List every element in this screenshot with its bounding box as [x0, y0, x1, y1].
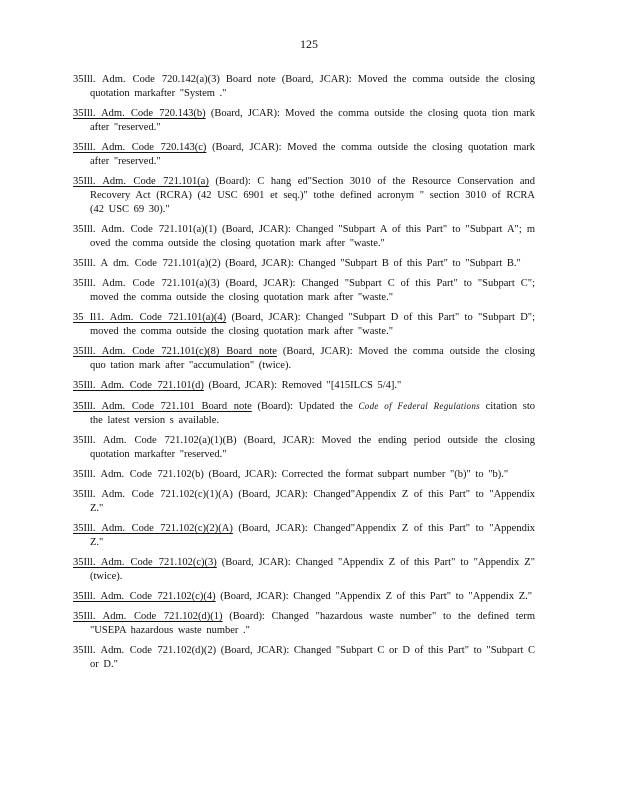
- entry-text: (Board, JCAR): Changed "Subpart D of this Part" to "Subpart D"; moved the comma outside the closing quotation mark after "waste.": [90, 312, 535, 337]
- entry-citation: 35Ill. Adm. Code 721.101 Board note: [73, 401, 252, 412]
- entry-citation: 35Ill. Adm. Code 721.102(d)(1): [73, 611, 223, 622]
- italic-title: Code of Federal Regulations: [358, 401, 480, 411]
- list-item: [73, 399, 535, 428]
- list-item: [73, 107, 535, 135]
- entry-citation: 35Ill. Adm. Code 721.102(c)(1)(A): [73, 489, 233, 500]
- entry-text: (Board, JCAR): Changed "Appendix Z of this Part" to "Appendix Z" (twice).: [90, 557, 536, 582]
- entry-text: (Board, JCAR): Changed "Appendix Z of this Part" to "Appendix Z.": [220, 591, 533, 602]
- entry-text: (Board): C hang ed"Section 3010 of the Resource Conservation and Recovery Act (RCRA) (42 USC 6901 et seq.)" tothe defined acronym " section 3010 of RCRA (42 USC 69 30).": [90, 176, 535, 215]
- list-item: [73, 277, 535, 305]
- page-number: 125: [300, 37, 318, 51]
- list-item: [73, 311, 535, 339]
- entry-citation: 35Ill. Adm. Code 721.101(a)(3): [73, 278, 220, 289]
- entry-text: (Board, JCAR): Moved the ending period outside the closing quotation markafter "reserved.": [90, 435, 536, 460]
- entry-text: (Board, JCAR): Changed "Subpart A of this Part" to "Subpart A"; m oved the comma outside the closing quotation mark after "waste.": [90, 224, 536, 249]
- list-item: [73, 223, 535, 251]
- entry-citation: 35Ill. Adm. Code 720.142(a)(3): [73, 74, 220, 85]
- entry-text: (Board, JCAR): Corrected the format subpart number "(b)" to "b).": [208, 469, 509, 480]
- list-item: [73, 522, 535, 550]
- entry-citation: 35Ill. Adm. Code 721.102(c)(2)(A): [73, 523, 233, 534]
- entry-citation: 35Ill. Adm. Code 721.101(c)(8) Board note: [73, 346, 277, 357]
- entry-text: (Board, JCAR): Changed "Subpart B of this Part" to "Subpart B.": [225, 258, 521, 269]
- entry-text: (Board): Updated the: [257, 401, 353, 412]
- list-item: [73, 556, 535, 584]
- entry-text: (Board): Changed "hazardous waste number" to the defined term "USEPA hazardous waste number .": [90, 611, 536, 636]
- entry-text: (Board, JCAR): Changed"Appendix Z of this Part" to "Appendix Z.": [90, 489, 536, 514]
- list-item: [73, 644, 535, 672]
- entry-citation: 35Ill. Adm. Code 721.102(b): [73, 469, 204, 480]
- entry-citation: 35 Il1. Adm. Code 721.101(a)(4): [73, 312, 227, 323]
- entry-text: (Board, JCAR): Moved the comma outside the closing quo tation mark after "accumulation" (twice).: [90, 346, 535, 371]
- entry-citation: 35Ill. Adm. Code 720.143(b): [73, 108, 206, 119]
- entry-text: (Board, JCAR): Changed "Subpart C or D of this Part" to "Subpart C or D.": [90, 645, 535, 670]
- list-item: [73, 345, 535, 373]
- entry-citation: 35Ill. Adm. Code 721.101(d): [73, 380, 204, 391]
- entry-text: (Board, JCAR): Moved the comma outside the closing quotation mark after "reserved.": [90, 142, 536, 167]
- list-item: [73, 379, 535, 393]
- entry-citation: 35Ill. Adm. Code 720.143(c): [73, 142, 207, 153]
- entry-citation: 35Ill. Adm. Code 721.102(c)(4): [73, 591, 216, 602]
- list-item: [73, 141, 535, 169]
- list-item: [73, 610, 535, 638]
- list-item: [73, 73, 535, 101]
- entry-citation: 35Ill. Adm. Code 721.102(c)(3): [73, 557, 217, 568]
- entry-text: (Board, JCAR): Moved the comma outside the closing quota tion mark after "reserved.": [90, 108, 536, 133]
- list-item: [73, 590, 535, 604]
- entry-text: (Board, JCAR): Changed"Appendix Z of this Part" to "Appendix Z.": [90, 523, 536, 548]
- entry-text-continued: citation sto the latest version s available.: [90, 401, 536, 426]
- entry-citation: 35Ill. Adm. Code 721.102(a)(1)(B): [73, 435, 237, 446]
- entry-citation: 35Ill. Adm. Code 721.101(a): [73, 176, 209, 187]
- entries-list: [73, 73, 535, 678]
- entry-text: Board note (Board, JCAR): Moved the comma outside the closing quotation markafter "System .": [90, 74, 535, 99]
- entry-text: (Board, JCAR): Removed "[415ILCS 5/4].": [208, 380, 402, 391]
- list-item: [73, 257, 535, 271]
- entry-text: (Board, JCAR): Changed "Subpart C of this Part" to "Subpart C"; moved the comma outside the closing quotation mark after "waste.": [90, 278, 536, 303]
- list-item: [73, 434, 535, 462]
- list-item: [73, 175, 535, 217]
- entry-citation: 35Ill. A dm. Code 721.101(a)(2): [73, 258, 221, 269]
- list-item: [73, 468, 535, 482]
- entry-citation: 35Ill. Adm. Code 721.101(a)(1): [73, 224, 217, 235]
- list-item: [73, 488, 535, 516]
- entry-citation: 35Ill. Adm. Code 721.102(d)(2): [73, 645, 217, 656]
